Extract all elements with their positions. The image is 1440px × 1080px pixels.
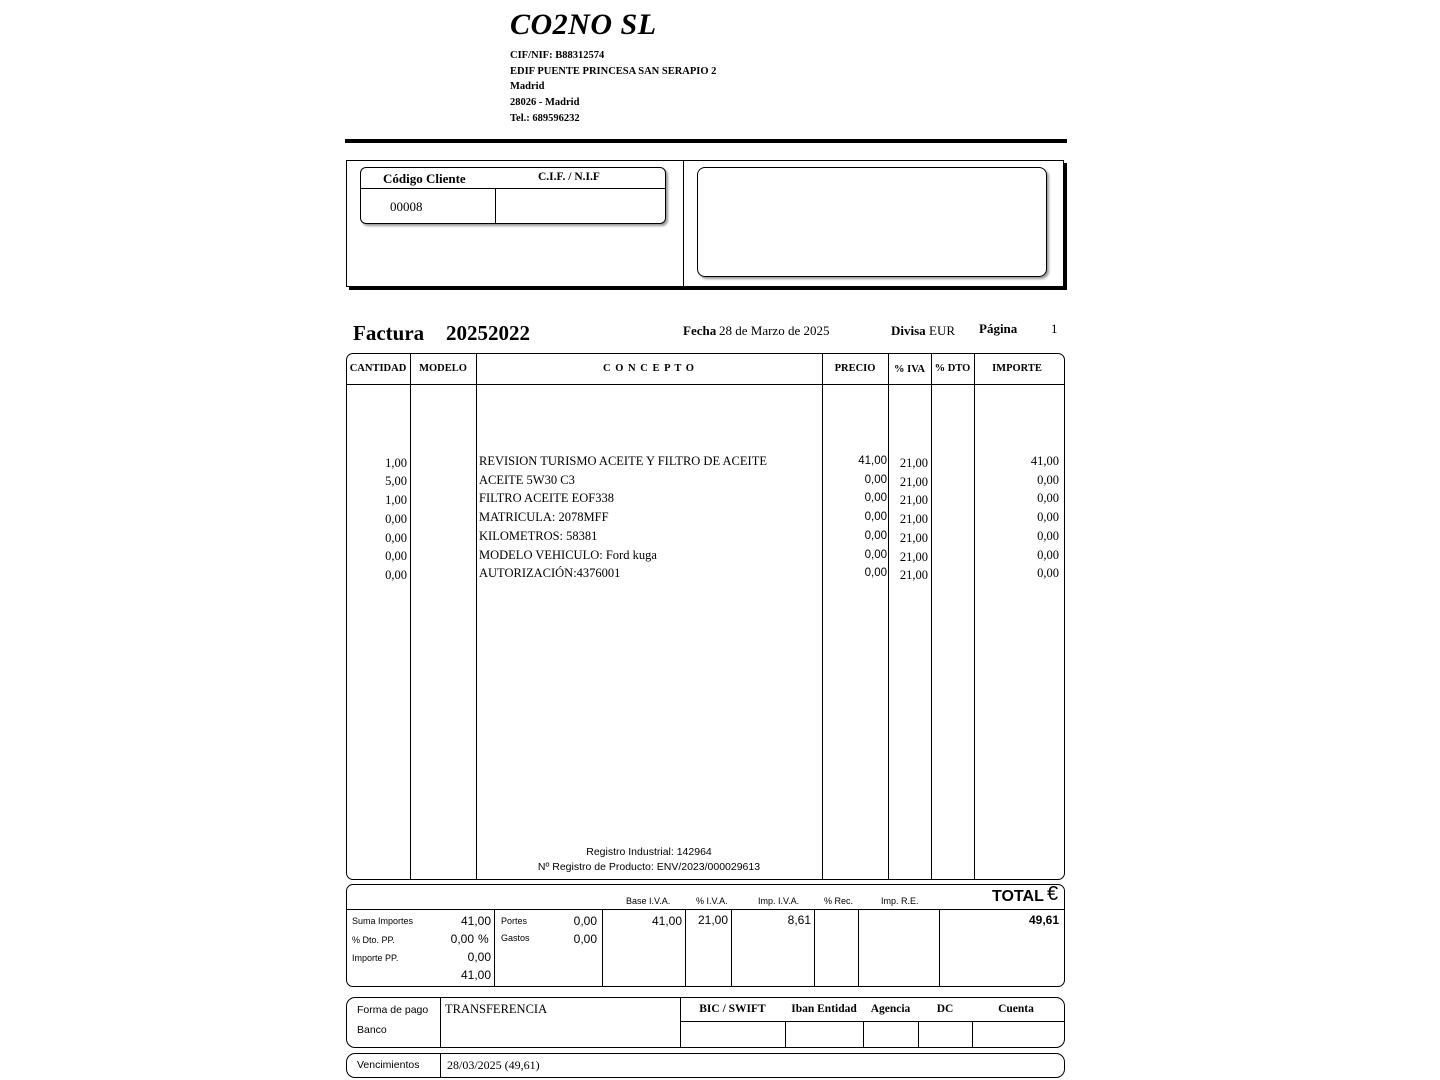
totals-header-rule (346, 909, 1065, 910)
dc-label: DC (936, 1003, 954, 1015)
row-concepto: FILTRO ACEITE EOF338 (479, 491, 614, 505)
importe-pp-value: 0,00 (467, 950, 491, 964)
lines-header-rule (346, 384, 1065, 385)
imp-iva-label: Imp. I.V.A. (758, 896, 800, 906)
row-concepto: MODELO VEHICULO: Ford kuga (479, 548, 657, 562)
row-iva: 21,00 (899, 550, 928, 564)
invoice-number: 20252022 (446, 321, 530, 345)
portes-label: Portes (501, 916, 528, 926)
client-address-box (697, 167, 1047, 277)
pct-iva-label: % I.V.A. (696, 896, 728, 906)
page-label: Página (979, 321, 1018, 336)
row-cantidad: 5,00 (385, 474, 407, 488)
pct-iva-value: 21,00 (697, 913, 728, 927)
col-divider (410, 353, 411, 880)
importe-pp-label: Importe PP. (352, 953, 399, 963)
totals-divider (814, 909, 815, 987)
client-box-rule (360, 188, 666, 189)
base-iva-label: Base I.V.A. (626, 896, 671, 906)
client-cif-label: C.I.F. / N.I.F (538, 171, 600, 183)
col-divider (888, 353, 889, 880)
header-dto: % DTO (934, 363, 971, 374)
pct-rec-label: % Rec. (824, 896, 854, 906)
row-cantidad: 1,00 (385, 456, 407, 470)
company-postal: 28026 - Madrid (510, 97, 580, 108)
client-frame-divider (683, 160, 684, 287)
euro-icon: € (1047, 883, 1059, 905)
gastos-value: 0,00 (573, 932, 597, 946)
col-divider (822, 353, 823, 880)
row-precio: 0,00 (864, 511, 887, 523)
company-name: CO2NO SL (510, 8, 657, 41)
row-importe: 0,00 (1037, 529, 1059, 543)
client-code-value: 00008 (390, 199, 423, 214)
imp-iva-value: 8,61 (787, 913, 811, 927)
bank-label: Banco (357, 1024, 387, 1036)
agencia-label: Agencia (870, 1003, 911, 1015)
row-concepto: REVISION TURISMO ACEITE Y FILTRO DE ACEITE (479, 454, 767, 468)
row-iva: 21,00 (899, 568, 928, 582)
date-label: Fecha (683, 323, 717, 338)
row-cantidad: 0,00 (385, 549, 407, 563)
page-number: 1 (1051, 321, 1058, 336)
iban-label: Iban Entidad (791, 1003, 857, 1015)
row-precio: 0,00 (864, 474, 887, 486)
dto-pp-unit: % (478, 932, 489, 946)
row-cantidad: 0,00 (385, 568, 407, 582)
total-label: TOTAL (992, 888, 1044, 905)
dto-pp-label: % Dto. PP. (352, 935, 395, 945)
suma-value: 41,00 (460, 914, 491, 928)
portes-value: 0,00 (573, 914, 597, 928)
suma-label: Suma Importes (352, 916, 414, 926)
row-importe: 0,00 (1037, 473, 1059, 487)
invoice-label: Factura (353, 321, 425, 345)
bic-label: BIC / SWIFT (699, 1003, 766, 1015)
header-divider (345, 139, 1067, 143)
header-concepto: C O N C E P T O (603, 363, 695, 374)
due-label: Vencimientos (357, 1059, 420, 1071)
row-concepto: KILOMETROS: 58381 (479, 529, 598, 543)
dto-pp-value: 0,00 (450, 932, 474, 946)
totals-divider (939, 909, 940, 987)
totals-divider (858, 909, 859, 987)
due-divider (440, 1053, 441, 1078)
totals-divider (494, 909, 495, 987)
due-value: 28/03/2025 (49,61) (447, 1058, 540, 1072)
imp-re-label: Imp. R.E. (881, 896, 919, 906)
bank-divider (918, 1021, 919, 1048)
row-importe: 0,00 (1037, 510, 1059, 524)
total-value: 49,61 (1028, 913, 1059, 927)
row-precio: 0,00 (864, 492, 887, 504)
row-concepto: MATRICULA: 2078MFF (479, 510, 609, 524)
row-iva: 21,00 (899, 493, 928, 507)
row-importe: 0,00 (1037, 566, 1059, 580)
gastos-label: Gastos (501, 933, 530, 943)
row-importe: 0,00 (1037, 491, 1059, 505)
row-concepto: AUTORIZACIÓN:4376001 (479, 566, 621, 580)
cuenta-label: Cuenta (998, 1003, 1034, 1015)
header-modelo: MODELO (419, 363, 467, 374)
row-importe: 0,00 (1037, 548, 1059, 562)
row-iva: 21,00 (899, 512, 928, 526)
row-iva: 21,00 (899, 531, 928, 545)
row-iva: 21,00 (899, 456, 928, 470)
row-cantidad: 1,00 (385, 493, 407, 507)
header-iva: % IVA (893, 364, 926, 375)
company-address: EDIF PUENTE PRINCESA SAN SERAPIO 2 (510, 66, 717, 77)
bank-divider (972, 1021, 973, 1048)
row-precio: 0,00 (864, 567, 887, 579)
invoice-date: 28 de Marzo de 2025 (719, 323, 830, 338)
bank-divider (863, 1021, 864, 1048)
row-concepto: ACEITE 5W30 C3 (479, 473, 575, 487)
company-tax-id: CIF/NIF: B88312574 (510, 50, 605, 61)
header-precio: PRECIO (834, 363, 876, 374)
row-importe: 41,00 (1030, 454, 1059, 468)
subtotal-value: 41,00 (460, 968, 491, 982)
industrial-registry: Registro Industrial: 142964 (586, 846, 712, 858)
row-cantidad: 0,00 (385, 512, 407, 526)
product-registry: Nº Registro de Producto: ENV/2023/000029613 (537, 861, 761, 873)
client-box-divider (495, 188, 496, 224)
header-cantidad: CANTIDAD (349, 363, 407, 374)
totals-divider (685, 909, 686, 987)
row-iva: 21,00 (899, 475, 928, 489)
col-divider (931, 353, 932, 880)
payment-method-label: Forma de pago (357, 1004, 429, 1016)
row-precio: 41,00 (858, 455, 887, 467)
row-cantidad: 0,00 (385, 531, 407, 545)
row-precio: 0,00 (864, 549, 887, 561)
totals-divider (602, 909, 603, 987)
payment-method-value: TRANSFERENCIA (445, 1002, 548, 1016)
client-code-label: Código Cliente (383, 171, 466, 186)
col-divider (476, 353, 477, 880)
currency-label: Divisa (891, 323, 926, 338)
company-phone: Tel.: 689596232 (510, 113, 580, 124)
row-precio: 0,00 (864, 530, 887, 542)
bank-header-rule (680, 1021, 1065, 1022)
company-city: Madrid (510, 81, 545, 92)
lines-table (346, 353, 1065, 880)
totals-divider (731, 909, 732, 987)
base-iva-value: 41,00 (651, 914, 682, 928)
bank-divider (785, 1021, 786, 1048)
invoice-currency: EUR (929, 323, 955, 338)
col-divider (974, 353, 975, 880)
payment-divider (440, 997, 441, 1048)
header-importe: IMPORTE (992, 363, 1042, 374)
